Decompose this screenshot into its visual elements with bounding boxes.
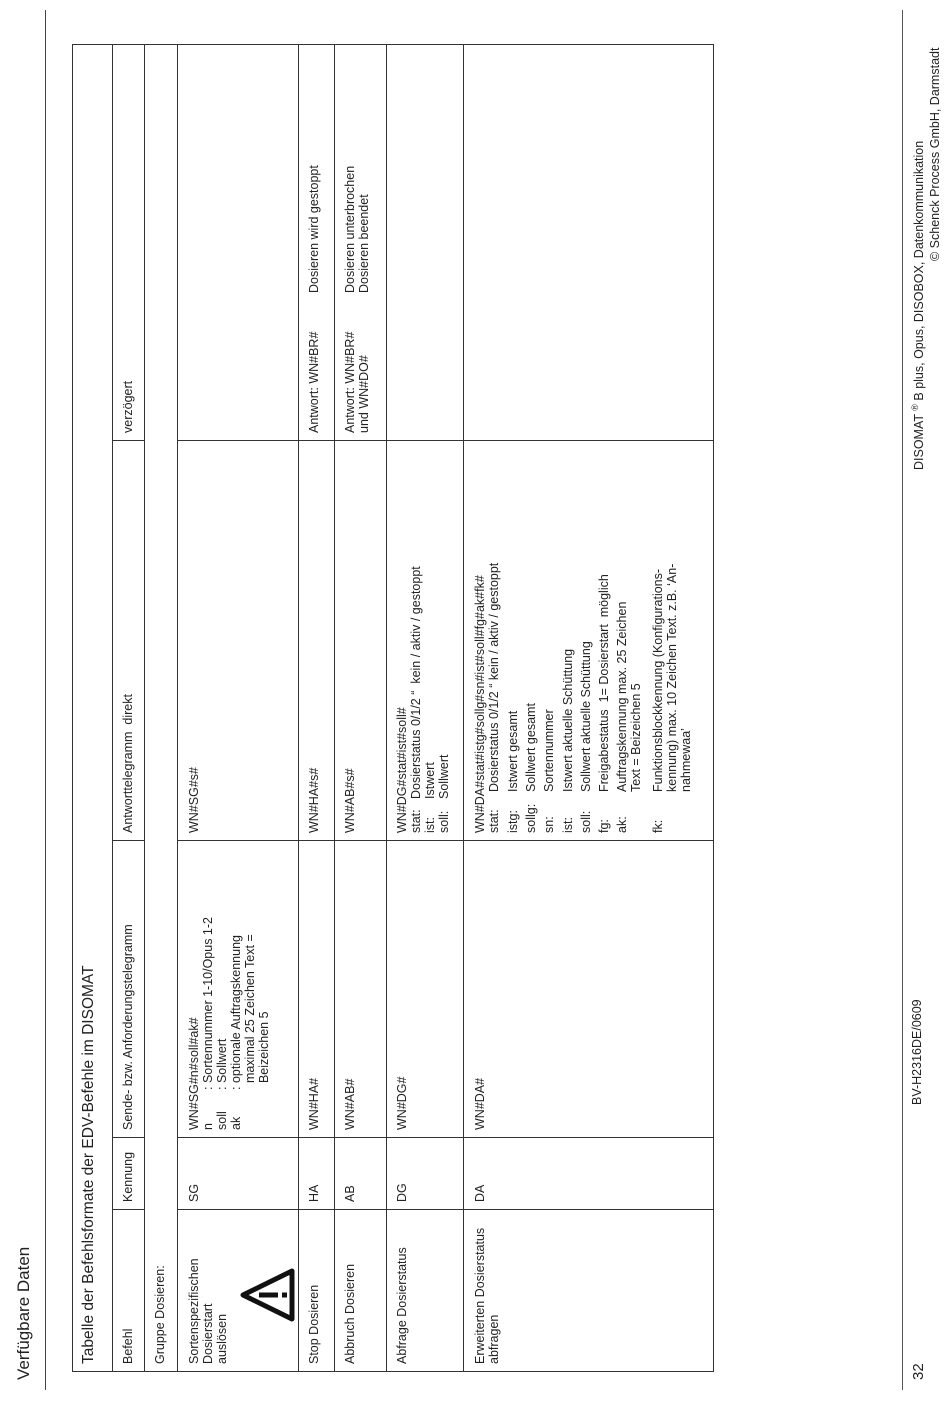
table-caption: Tabelle der Befehlsformate der EDV-Befehle im DISOMAT	[80, 965, 97, 1364]
table-border-left	[72, 1371, 714, 1372]
footer-rule	[902, 10, 903, 1390]
col-line	[177, 440, 714, 441]
product-line-prefix: DISOMAT	[912, 410, 927, 470]
row-da-param-key: ist:	[561, 817, 575, 833]
warning-triangle-icon	[240, 1268, 296, 1322]
col-line	[112, 440, 144, 441]
row-da-param-desc: Dosierstatus 0/1/2 “ kein / aktiv / gestoppt	[487, 562, 501, 792]
doc-id: BV-H2316DE/0609	[910, 999, 924, 1105]
row-line	[463, 44, 464, 1372]
row-ha-verz-text: Dosieren wird gestoppt	[307, 165, 321, 293]
row-da-param-desc: Istwert aktuelle Schüttung	[561, 648, 575, 792]
header-sende: Sende- bzw. Anforderungstelegramm	[121, 924, 135, 1130]
row-ab-verz-text: Dosieren unterbrochen Dosieren beendet	[343, 165, 371, 293]
row-sg-befehl: Sortenspezifischen Dosierstart auslösen	[187, 1258, 229, 1364]
row-da-sende: WN#DA#	[473, 1077, 487, 1130]
row-dg-param-key: ist:	[423, 817, 437, 833]
row-line	[334, 44, 335, 1372]
row-da-kennung: DA	[473, 1184, 487, 1202]
row-sg-param-key: ak	[229, 1116, 243, 1130]
group-label: Gruppe Dosieren:	[153, 1265, 167, 1364]
row-da-param-key: stat:	[487, 809, 501, 833]
row-ab-befehl: Abbruch Dosieren	[343, 1263, 357, 1364]
row-da-param-key: istg:	[506, 810, 520, 833]
row-line	[177, 44, 178, 1372]
row-da-antwort: WN#DA#stat#istg#sollg#sn#ist#soll#fg#ak#fk#	[473, 575, 487, 833]
row-da-param-desc: Auftragskennung max. 25 Zeichen Text = Beizeichen 5	[615, 601, 643, 792]
row-dg-param-desc: Sollwert	[437, 754, 451, 799]
table-border-top	[72, 44, 73, 1372]
row-ab-kennung: AB	[343, 1185, 357, 1202]
col-line	[112, 1137, 144, 1138]
row-da-param-desc: Freigabestatus 1= Dosierstart möglich	[597, 574, 611, 792]
col-line	[177, 840, 714, 841]
row-ha-antwort: WN#HA#s#	[307, 767, 321, 833]
row-da-param-desc: Funktionsblockkennung (Konfigurations- kennung) max. 10 Zeichen Text. z.B. ‘An- nahmewaa’	[651, 563, 693, 792]
row-ha-befehl: Stop Dosieren	[307, 1284, 321, 1364]
row-sg-sende: WN#SG#n#soll#ak#	[187, 1017, 201, 1130]
table-border-right	[72, 44, 714, 45]
row-line	[112, 44, 113, 1372]
row-ab-verz-code: Antwort: WN#BR# und WN#DO#	[343, 331, 371, 433]
row-sg-param-desc: : optionale Auftragskennung maximal 25 Zeichen Text = Beizeichen 5	[229, 934, 271, 1090]
row-sg-param-key: soll	[215, 1111, 229, 1130]
row-ha-verz-code: Antwort: WN#BR#	[307, 331, 321, 433]
row-sg-param-desc: : Sollwert	[215, 1038, 229, 1090]
header-befehl: Befehl	[121, 1328, 135, 1364]
header-kennung: Kennung	[121, 1151, 135, 1202]
row-sg-param-desc: : Sortennummer 1-10/Opus 1-2	[201, 917, 215, 1090]
row-line	[386, 44, 387, 1372]
row-sg-param-key: n	[201, 1123, 215, 1130]
row-da-param-desc: Sortennummer	[542, 709, 556, 792]
row-dg-kennung: DG	[395, 1183, 409, 1202]
row-line	[144, 44, 145, 1372]
registered-mark: ®	[910, 404, 920, 411]
row-sg-antwort: WN#SG#s#	[187, 767, 201, 833]
row-dg-param-desc: Dosierstatus 0/1/2 “ kein / aktiv / gestoppt	[409, 566, 423, 799]
row-da-param-key: ak:	[615, 816, 629, 833]
row-ha-sende: WN#HA#	[307, 1077, 321, 1130]
copyright: © Schenck Process GmbH, Darmstadt	[928, 47, 942, 261]
row-da-param-desc: Sollwert aktuelle Schüttung	[579, 641, 593, 792]
row-da-param-key: fg:	[597, 819, 611, 833]
row-da-param-key: sn:	[542, 816, 556, 833]
row-da-param-key: fk:	[651, 819, 665, 833]
row-dg-param-key: stat:	[409, 809, 423, 833]
row-dg-antwort: WN#DG#stat#ist#soll#	[395, 707, 409, 833]
product-line	[910, 141, 926, 470]
row-da-param-key: soll:	[579, 810, 593, 833]
page-number: 32	[910, 1363, 927, 1380]
row-dg-param-desc: Istwert	[423, 762, 437, 799]
header-antwort: Antworttelegramm direkt	[121, 694, 135, 833]
row-ab-antwort: WN#AB#s#	[343, 768, 357, 833]
row-dg-sende: WN#DG#	[395, 1076, 409, 1130]
col-line	[177, 1137, 714, 1138]
table-border-bottom	[713, 44, 714, 1372]
row-line	[298, 44, 299, 1372]
row-da-param-key: sollg:	[524, 803, 538, 833]
col-line	[112, 840, 144, 841]
row-dg-param-key: soll:	[437, 810, 451, 833]
col-line	[177, 1209, 714, 1210]
row-da-befehl: Erweiterten Dosierstatus abfragen	[473, 1227, 501, 1364]
section-rule	[45, 10, 46, 1390]
row-ab-sende: WN#AB#	[343, 1078, 357, 1130]
col-line	[112, 1209, 144, 1210]
row-da-param-desc: Istwert gesamt	[506, 710, 520, 792]
row-da-param-desc: Sollwert gesamt	[524, 703, 538, 792]
row-dg-befehl: Abfrage Dosierstatus	[395, 1247, 409, 1364]
section-title: Verfügbare Daten	[14, 1246, 33, 1380]
header-verzoegert: verzögert	[121, 380, 135, 433]
product-line-suffix: B plus, Opus, DISOBOX, Datenkommunikation	[912, 140, 927, 405]
row-ha-kennung: HA	[307, 1184, 321, 1202]
row-sg-kennung: SG	[187, 1183, 201, 1202]
